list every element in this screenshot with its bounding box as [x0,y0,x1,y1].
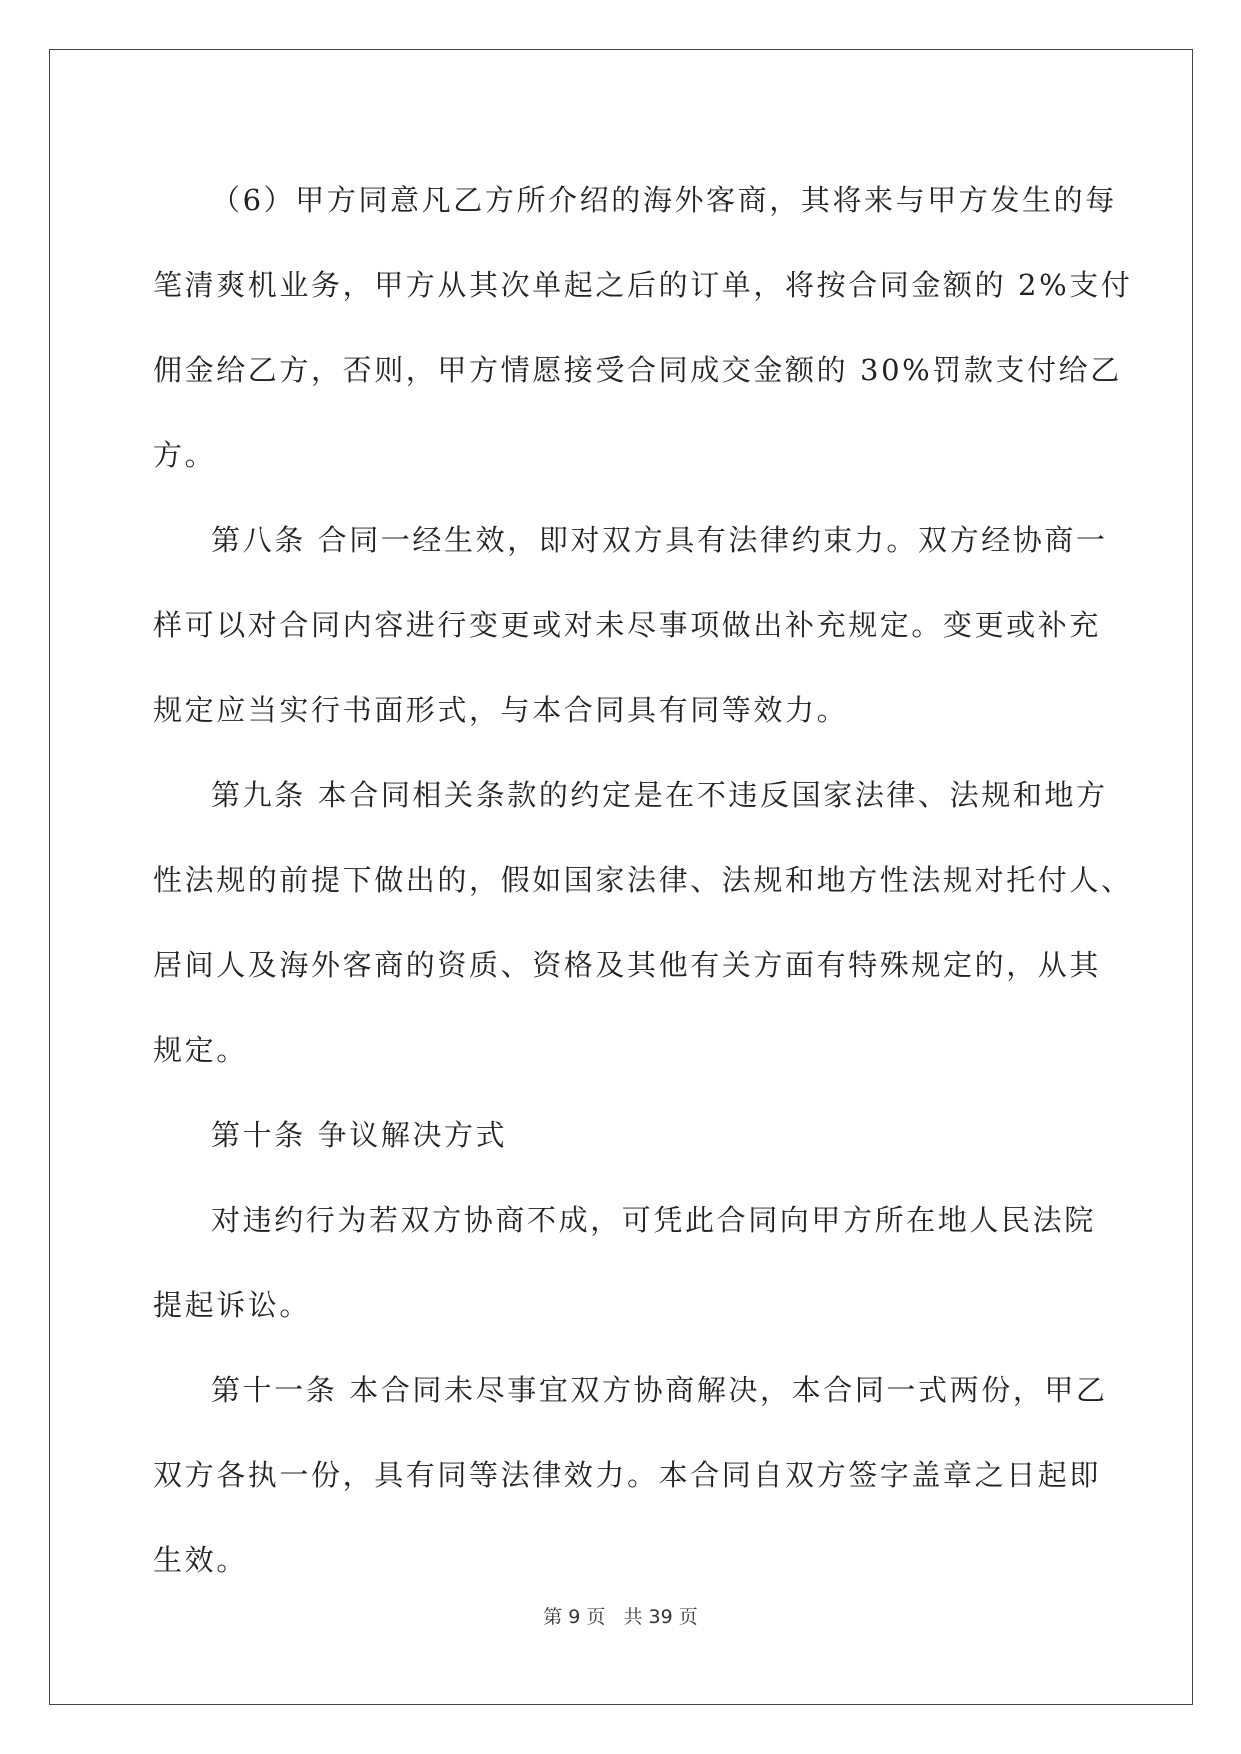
document-body [153,158,1133,1603]
text-line: 规定应当实行书面形式，与本合同具有同等效力。 [153,693,849,727]
text-line: 佣金给乙方，否则，甲方情愿接受合同成交金额的 30%罚款支付给乙 [153,353,1122,387]
text-line: 方。 [153,438,217,472]
text-line: 生效。 [153,1543,248,1577]
text-line: 对违约行为若双方协商不成，可凭此合同向甲方所在地人民法院 [211,1203,1096,1237]
text-line: 双方各执一份，具有同等法律效力。本合同自双方签字盖章之日起即 [153,1458,1102,1492]
text-line: 第十一条 本合同未尽事宜双方协商解决，本合同一式两份，甲乙 [211,1373,1108,1407]
paragraph-article-10 [153,1093,1091,1178]
page-footer [0,1602,1241,1629]
text-line: 提起诉讼。 [153,1288,312,1322]
text-line: 第八条 合同一经生效，即对双方具有法律约束力。双方经协商一 [211,523,1108,557]
text-line: 居间人及海外客商的资质、资格及其他有关方面有特殊规定的，从其 [153,948,1102,982]
paragraph-article-8 [153,498,1108,753]
page-total: 共 39 页 [623,1606,698,1628]
text-line: 样可以对合同内容进行变更或对未尽事项做出补充规定。变更或补充 [153,608,1102,642]
paragraph-article-10-body [153,1178,1096,1348]
paragraph-article-11 [153,1348,1108,1603]
page-number: 第 9 页 [543,1606,606,1628]
text-line: 性法规的前提下做出的，假如国家法律、法规和地方性法规对托付人、 [153,863,1133,897]
paragraph-clause-6 [153,158,1133,498]
text-line: 笔清爽机业务，甲方从其次单起之后的订单，将按合同金额的 2%支付 [153,268,1133,302]
text-line: 规定。 [153,1033,248,1067]
text-line: 第九条 本合同相关条款的约定是在不违反国家法律、法规和地方 [211,778,1108,812]
text-line: （6）甲方同意凡乙方所介绍的海外客商，其将来与甲方发生的每 [211,183,1117,217]
paragraph-article-9 [153,753,1133,1093]
text-line: 第十条 争议解决方式 [211,1118,508,1152]
